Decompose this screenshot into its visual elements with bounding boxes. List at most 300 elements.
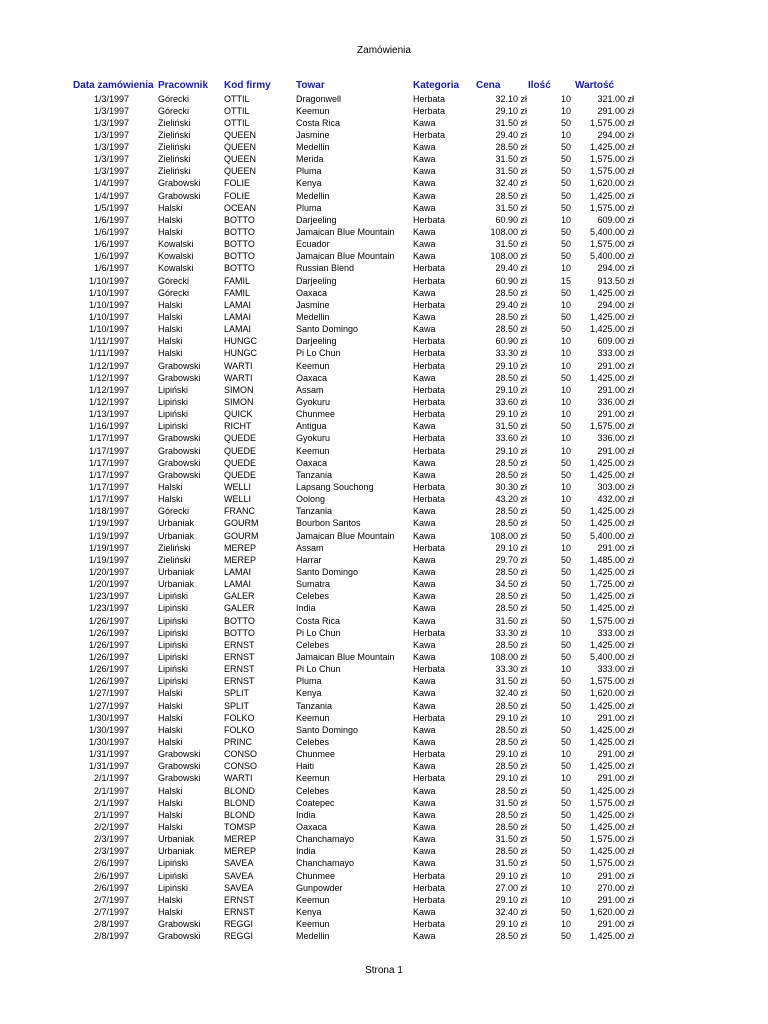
cell-category: Herbata — [413, 336, 446, 347]
cell-company-code: QUEDE — [224, 445, 257, 456]
cell-employee: Grabowski — [158, 372, 201, 383]
table-row — [0, 663, 768, 675]
cell-product: Pluma — [296, 166, 322, 177]
cell-value: 1,620.00 zł — [589, 906, 634, 917]
cell-employee: Lipiński — [158, 882, 189, 893]
cell-company-code: FRANC — [224, 506, 255, 517]
cell-value: 1,485.00 zł — [589, 554, 634, 565]
cell-company-code: LAMAI — [224, 566, 252, 577]
cell-category: Herbata — [413, 299, 446, 310]
cell-value: 1,425.00 zł — [589, 809, 634, 820]
cell-employee: Halski — [158, 906, 183, 917]
cell-quantity: 50 — [560, 615, 571, 626]
cell-value: 1,425.00 zł — [589, 312, 634, 323]
cell-employee: Lipiński — [158, 676, 189, 687]
cell-company-code: REGGI — [224, 919, 254, 930]
cell-price: 28.50 zł — [495, 457, 527, 468]
cell-value: 291.00 zł — [597, 409, 634, 420]
cell-value: 1,425.00 zł — [589, 372, 634, 383]
cell-value: 1,425.00 zł — [589, 566, 634, 577]
cell-price: 28.50 zł — [495, 785, 527, 796]
cell-value: 1,425.00 zł — [589, 591, 634, 602]
cell-company-code: ERNST — [224, 906, 255, 917]
table-row — [0, 129, 768, 141]
cell-product: Keemun — [296, 360, 330, 371]
cell-company-code: TOMSP — [224, 821, 256, 832]
cell-category: Kawa — [413, 421, 436, 432]
cell-employee: Halski — [158, 797, 183, 808]
cell-category: Herbata — [413, 397, 446, 408]
table-row — [0, 153, 768, 165]
cell-category: Kawa — [413, 846, 436, 857]
cell-employee: Halski — [158, 312, 183, 323]
table-row — [0, 736, 768, 748]
cell-value: 333.00 zł — [597, 627, 634, 638]
cell-date: 1/6/1997 — [93, 251, 129, 262]
cell-price: 29.10 zł — [495, 894, 527, 905]
cell-employee: Zieliński — [158, 117, 191, 128]
cell-employee: Górecki — [158, 275, 190, 286]
table-row — [0, 566, 768, 578]
cell-product: Gunpowder — [296, 882, 343, 893]
cell-company-code: SIMON — [224, 384, 254, 395]
cell-company-code: QUEEN — [224, 166, 257, 177]
cell-employee: Grabowski — [158, 445, 201, 456]
cell-quantity: 10 — [560, 105, 571, 116]
cell-price: 31.50 zł — [495, 202, 527, 213]
table-row — [0, 165, 768, 177]
cell-date: 1/16/1997 — [88, 421, 129, 432]
table-row — [0, 360, 768, 372]
cell-company-code: QUEDE — [224, 433, 257, 444]
table-row — [0, 384, 768, 396]
page-footer: Strona 1 — [365, 965, 403, 976]
cell-category: Kawa — [413, 736, 436, 747]
table-row — [0, 347, 768, 359]
cell-product: Santo Domingo — [296, 566, 359, 577]
cell-price: 28.50 zł — [495, 518, 527, 529]
cell-employee: Lipiński — [158, 870, 189, 881]
cell-category: Kawa — [413, 506, 436, 517]
cell-company-code: PRINC — [224, 736, 253, 747]
cell-employee: Górecki — [158, 105, 190, 116]
cell-price: 29.40 zł — [495, 299, 527, 310]
cell-price: 29.10 zł — [495, 445, 527, 456]
cell-quantity: 50 — [560, 530, 571, 541]
cell-product: Keemun — [296, 445, 330, 456]
table-row — [0, 335, 768, 347]
cell-product: Jasmine — [296, 299, 330, 310]
cell-value: 291.00 zł — [597, 773, 634, 784]
cell-quantity: 10 — [560, 409, 571, 420]
cell-date: 1/31/1997 — [88, 761, 129, 772]
cell-category: Kawa — [413, 287, 436, 298]
cell-product: Tanzania — [296, 506, 333, 517]
cell-date: 1/19/1997 — [88, 518, 129, 529]
cell-employee: Zieliński — [158, 166, 191, 177]
cell-date: 1/17/1997 — [88, 445, 129, 456]
cell-quantity: 50 — [560, 554, 571, 565]
cell-company-code: MEREP — [224, 554, 257, 565]
cell-value: 1,425.00 zł — [589, 506, 634, 517]
cell-date: 1/26/1997 — [88, 676, 129, 687]
cell-employee: Kowalski — [158, 239, 194, 250]
column-header-quantity: Ilość — [528, 80, 551, 91]
table-row — [0, 262, 768, 274]
cell-value: 1,575.00 zł — [589, 834, 634, 845]
cell-product: Medellin — [296, 190, 330, 201]
cell-value: 1,425.00 zł — [589, 736, 634, 747]
cell-category: Kawa — [413, 239, 436, 250]
cell-date: 2/6/1997 — [93, 858, 129, 869]
cell-category: Kawa — [413, 166, 436, 177]
cell-category: Herbata — [413, 263, 446, 274]
cell-product: Pluma — [296, 676, 322, 687]
cell-employee: Lipiński — [158, 397, 189, 408]
cell-quantity: 10 — [560, 542, 571, 553]
cell-product: Costa Rica — [296, 117, 341, 128]
cell-employee: Grabowski — [158, 773, 201, 784]
cell-quantity: 50 — [560, 506, 571, 517]
cell-company-code: FOLIE — [224, 178, 251, 189]
cell-category: Herbata — [413, 384, 446, 395]
cell-category: Kawa — [413, 117, 436, 128]
cell-price: 31.50 zł — [495, 166, 527, 177]
cell-date: 1/3/1997 — [93, 105, 129, 116]
cell-company-code: FAMIL — [224, 275, 251, 286]
cell-price: 29.10 zł — [495, 712, 527, 723]
cell-date: 2/6/1997 — [93, 882, 129, 893]
cell-product: Chunmee — [296, 749, 336, 760]
cell-employee: Halski — [158, 809, 183, 820]
cell-quantity: 10 — [560, 882, 571, 893]
cell-employee: Lipiński — [158, 651, 189, 662]
cell-company-code: ERNST — [224, 639, 255, 650]
cell-product: Celebes — [296, 639, 330, 650]
table-row — [0, 554, 768, 566]
table-row — [0, 445, 768, 457]
cell-quantity: 50 — [560, 372, 571, 383]
cell-date: 1/3/1997 — [93, 142, 129, 153]
cell-category: Kawa — [413, 227, 436, 238]
cell-quantity: 50 — [560, 809, 571, 820]
cell-value: 1,425.00 zł — [589, 724, 634, 735]
cell-value: 1,425.00 zł — [589, 785, 634, 796]
cell-value: 336.00 zł — [597, 397, 634, 408]
cell-price: 28.50 zł — [495, 603, 527, 614]
table-row — [0, 105, 768, 117]
cell-company-code: SPLIT — [224, 700, 250, 711]
cell-product: Santo Domingo — [296, 724, 359, 735]
cell-company-code: BOTTO — [224, 251, 255, 262]
cell-price: 31.50 zł — [495, 797, 527, 808]
cell-employee: Zieliński — [158, 554, 191, 565]
cell-employee: Halski — [158, 482, 183, 492]
cell-price: 29.10 zł — [495, 542, 527, 553]
cell-category: Herbata — [413, 482, 446, 492]
cell-company-code: RICHT — [224, 421, 252, 432]
cell-quantity: 50 — [560, 117, 571, 128]
cell-category: Herbata — [413, 275, 446, 286]
cell-price: 29.40 zł — [495, 263, 527, 274]
cell-date: 1/10/1997 — [88, 312, 129, 323]
cell-value: 1,575.00 zł — [589, 676, 634, 687]
cell-date: 1/23/1997 — [88, 603, 129, 614]
cell-date: 1/26/1997 — [88, 615, 129, 626]
cell-value: 5,400.00 zł — [589, 227, 634, 238]
cell-date: 1/12/1997 — [88, 360, 129, 371]
cell-product: Pi Lo Chun — [296, 627, 341, 638]
cell-category: Herbata — [413, 664, 446, 675]
cell-quantity: 10 — [560, 433, 571, 444]
cell-price: 108.00 zł — [490, 530, 527, 541]
cell-quantity: 50 — [560, 579, 571, 590]
cell-date: 2/8/1997 — [93, 931, 129, 942]
cell-price: 29.10 zł — [495, 360, 527, 371]
cell-value: 1,575.00 zł — [589, 239, 634, 250]
cell-price: 108.00 zł — [490, 251, 527, 262]
cell-product: India — [296, 809, 316, 820]
cell-company-code: GALER — [224, 591, 255, 602]
cell-price: 28.50 zł — [495, 700, 527, 711]
cell-value: 913.50 zł — [597, 275, 634, 286]
cell-company-code: GOURM — [224, 518, 259, 529]
cell-price: 31.50 zł — [495, 154, 527, 165]
cell-quantity: 50 — [560, 846, 571, 857]
cell-product: Dragonwell — [296, 93, 342, 104]
cell-date: 1/12/1997 — [88, 397, 129, 408]
cell-quantity: 50 — [560, 178, 571, 189]
cell-product: Pi Lo Chun — [296, 348, 341, 359]
cell-price: 31.50 zł — [495, 117, 527, 128]
cell-quantity: 50 — [560, 421, 571, 432]
cell-quantity: 50 — [560, 761, 571, 772]
cell-category: Kawa — [413, 372, 436, 383]
cell-category: Kawa — [413, 202, 436, 213]
cell-category: Herbata — [413, 542, 446, 553]
cell-category: Kawa — [413, 603, 436, 614]
cell-category: Kawa — [413, 809, 436, 820]
cell-quantity: 10 — [560, 445, 571, 456]
cell-category: Herbata — [413, 882, 446, 893]
cell-price: 28.50 zł — [495, 142, 527, 153]
cell-value: 609.00 zł — [597, 336, 634, 347]
cell-company-code: SAVEA — [224, 882, 254, 893]
cell-company-code: QUICK — [224, 409, 253, 420]
table-row — [0, 408, 768, 420]
cell-quantity: 10 — [560, 664, 571, 675]
cell-date: 1/19/1997 — [88, 542, 129, 553]
table-row — [0, 870, 768, 882]
table-row — [0, 505, 768, 517]
cell-employee: Urbaniak — [158, 834, 195, 845]
cell-price: 108.00 zł — [490, 227, 527, 238]
cell-quantity: 50 — [560, 931, 571, 942]
cell-category: Herbata — [413, 433, 446, 444]
table-row — [0, 530, 768, 542]
cell-category: Herbata — [413, 93, 446, 104]
cell-value: 291.00 zł — [597, 445, 634, 456]
cell-value: 1,425.00 zł — [589, 761, 634, 772]
table-row — [0, 493, 768, 505]
cell-date: 1/17/1997 — [88, 457, 129, 468]
cell-category: Herbata — [413, 105, 446, 116]
cell-product: India — [296, 603, 316, 614]
cell-product: Keemun — [296, 712, 330, 723]
cell-company-code: BLOND — [224, 785, 256, 796]
cell-value: 1,425.00 zł — [589, 142, 634, 153]
cell-product: Jasmine — [296, 129, 330, 140]
cell-date: 1/3/1997 — [93, 154, 129, 165]
cell-employee: Zieliński — [158, 129, 191, 140]
cell-price: 29.10 zł — [495, 409, 527, 420]
cell-price: 60.90 zł — [495, 275, 527, 286]
table-row — [0, 177, 768, 189]
cell-quantity: 10 — [560, 384, 571, 395]
cell-employee: Lipiński — [158, 858, 189, 869]
cell-date: 1/6/1997 — [93, 227, 129, 238]
cell-product: Keemun — [296, 773, 330, 784]
table-row — [0, 760, 768, 772]
table-row — [0, 748, 768, 760]
column-header-category: Kategoria — [413, 80, 460, 91]
table-row — [0, 857, 768, 869]
cell-quantity: 10 — [560, 214, 571, 225]
cell-quantity: 50 — [560, 906, 571, 917]
cell-category: Kawa — [413, 639, 436, 650]
cell-product: Antigua — [296, 421, 327, 432]
cell-quantity: 50 — [560, 457, 571, 468]
cell-company-code: GALER — [224, 603, 255, 614]
cell-category: Herbata — [413, 627, 446, 638]
cell-employee: Lipiński — [158, 615, 189, 626]
cell-value: 291.00 zł — [597, 919, 634, 930]
cell-date: 1/3/1997 — [93, 129, 129, 140]
cell-price: 28.50 zł — [495, 506, 527, 517]
cell-employee: Halski — [158, 894, 183, 905]
cell-company-code: QUEEN — [224, 142, 257, 153]
cell-category: Kawa — [413, 251, 436, 262]
cell-category: Herbata — [413, 214, 446, 225]
cell-price: 33.60 zł — [495, 397, 527, 408]
cell-employee: Halski — [158, 724, 183, 735]
cell-price: 31.50 zł — [495, 421, 527, 432]
cell-value: 5,400.00 zł — [589, 651, 634, 662]
table-row — [0, 687, 768, 699]
cell-company-code: OCEAN — [224, 202, 257, 213]
cell-product: Oaxaca — [296, 372, 328, 383]
cell-employee: Urbaniak — [158, 579, 195, 590]
cell-employee: Lipiński — [158, 409, 189, 420]
cell-value: 1,425.00 zł — [589, 518, 634, 529]
cell-product: Santo Domingo — [296, 324, 359, 335]
cell-price: 28.50 zł — [495, 821, 527, 832]
cell-date: 2/7/1997 — [93, 894, 129, 905]
cell-employee: Halski — [158, 348, 183, 359]
table-row — [0, 894, 768, 906]
cell-value: 303.00 zł — [597, 482, 634, 492]
cell-company-code: SAVEA — [224, 858, 254, 869]
cell-value: 294.00 zł — [597, 129, 634, 140]
table-row — [0, 214, 768, 226]
cell-price: 27.00 zł — [495, 882, 527, 893]
cell-quantity: 10 — [560, 348, 571, 359]
table-row — [0, 542, 768, 554]
cell-employee: Lipiński — [158, 603, 189, 614]
cell-date: 1/6/1997 — [93, 263, 129, 274]
cell-value: 1,575.00 zł — [589, 166, 634, 177]
cell-quantity: 50 — [560, 518, 571, 529]
cell-product: Darjeeling — [296, 275, 337, 286]
table-row — [0, 627, 768, 639]
cell-product: Sumatra — [296, 579, 331, 590]
cell-date: 1/3/1997 — [93, 117, 129, 128]
cell-date: 1/10/1997 — [88, 299, 129, 310]
table-row — [0, 930, 768, 942]
cell-date: 1/30/1997 — [88, 736, 129, 747]
cell-value: 333.00 zł — [597, 348, 634, 359]
column-header-date: Data zamówienia — [73, 80, 154, 91]
table-body — [0, 93, 768, 943]
cell-category: Kawa — [413, 566, 436, 577]
cell-employee: Zieliński — [158, 142, 191, 153]
cell-value: 291.00 zł — [597, 360, 634, 371]
cell-date: 1/31/1997 — [88, 749, 129, 760]
cell-product: Celebes — [296, 785, 330, 796]
cell-company-code: BLOND — [224, 797, 256, 808]
cell-quantity: 15 — [560, 275, 571, 286]
table-row — [0, 226, 768, 238]
cell-employee: Zieliński — [158, 154, 191, 165]
cell-category: Kawa — [413, 785, 436, 796]
cell-quantity: 10 — [560, 894, 571, 905]
cell-date: 1/10/1997 — [88, 287, 129, 298]
cell-employee: Halski — [158, 214, 183, 225]
cell-category: Herbata — [413, 360, 446, 371]
cell-quantity: 50 — [560, 591, 571, 602]
cell-value: 1,425.00 zł — [589, 639, 634, 650]
cell-date: 2/7/1997 — [93, 906, 129, 917]
cell-quantity: 50 — [560, 676, 571, 687]
cell-date: 2/2/1997 — [93, 821, 129, 832]
cell-product: Chunmee — [296, 870, 336, 881]
cell-employee: Grabowski — [158, 190, 201, 201]
cell-date: 1/19/1997 — [88, 530, 129, 541]
cell-category: Herbata — [413, 348, 446, 359]
cell-employee: Halski — [158, 688, 183, 699]
cell-product: Medellin — [296, 312, 330, 323]
cell-date: 2/6/1997 — [93, 870, 129, 881]
cell-quantity: 50 — [560, 312, 571, 323]
cell-date: 1/13/1997 — [88, 409, 129, 420]
cell-price: 29.10 zł — [495, 870, 527, 881]
cell-category: Kawa — [413, 324, 436, 335]
cell-value: 1,425.00 zł — [589, 190, 634, 201]
cell-price: 28.50 zł — [495, 324, 527, 335]
cell-category: Herbata — [413, 894, 446, 905]
cell-quantity: 50 — [560, 287, 571, 298]
cell-quantity: 50 — [560, 821, 571, 832]
cell-date: 1/23/1997 — [88, 591, 129, 602]
table-row — [0, 639, 768, 651]
cell-employee: Lipiński — [158, 591, 189, 602]
cell-price: 33.30 zł — [495, 627, 527, 638]
cell-employee: Halski — [158, 336, 183, 347]
cell-category: Kawa — [413, 906, 436, 917]
cell-product: Kenya — [296, 906, 322, 917]
cell-product: Jamaican Blue Mountain — [296, 251, 395, 262]
cell-company-code: CONSO — [224, 761, 258, 772]
